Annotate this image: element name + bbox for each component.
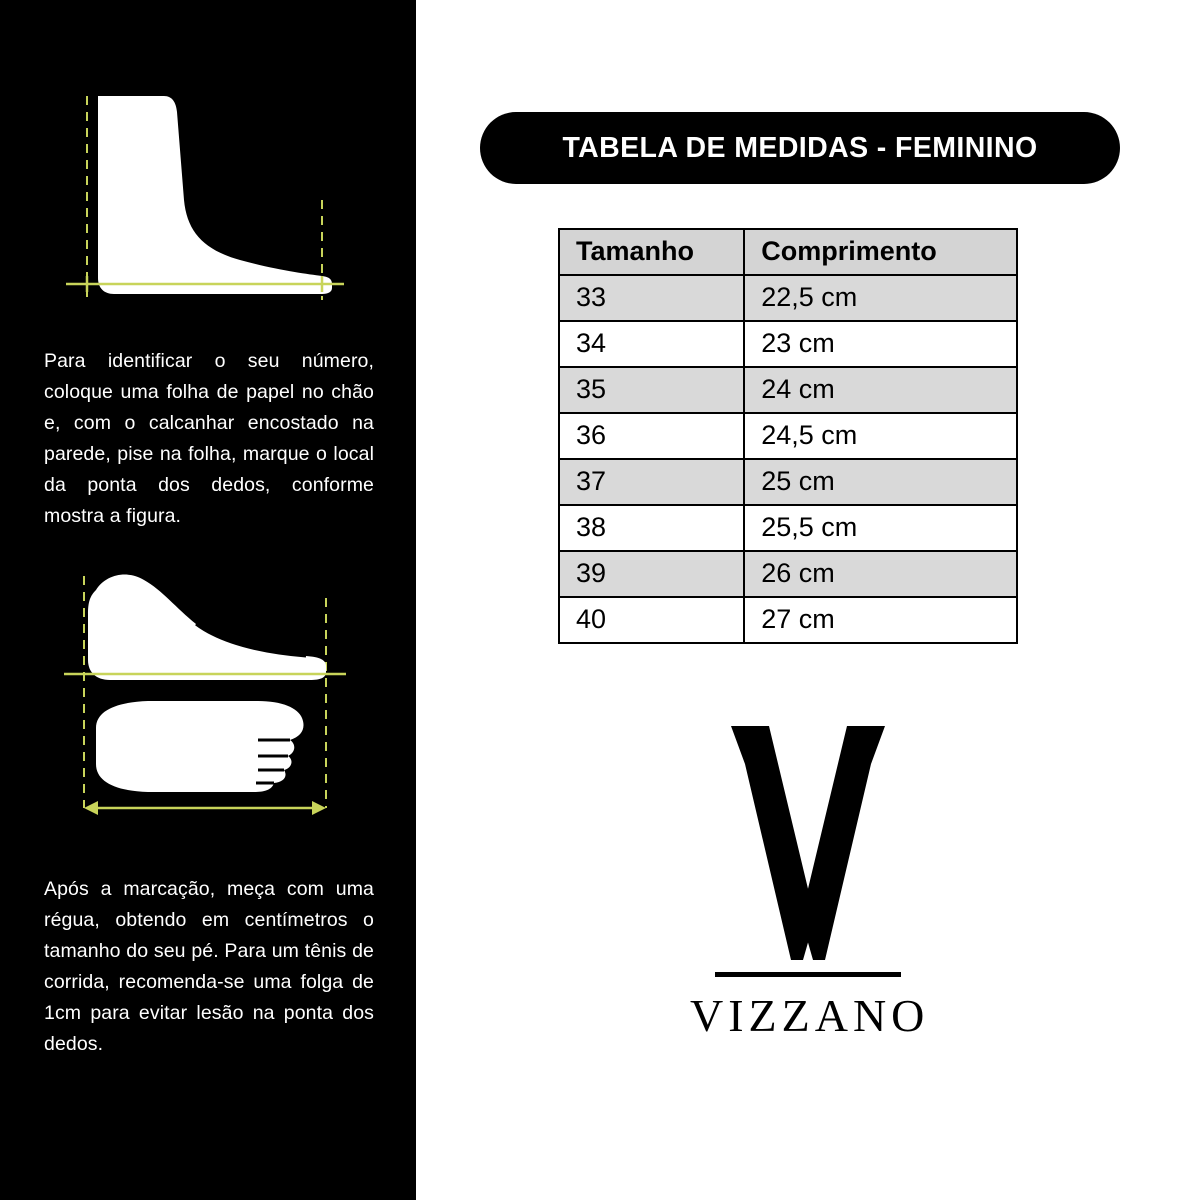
- cell-size: 35: [559, 367, 744, 413]
- table-row: [559, 367, 1017, 413]
- cell-length: 25,5 cm: [744, 505, 1017, 551]
- cell-length: 26 cm: [744, 551, 1017, 597]
- letter-v-icon: [723, 722, 893, 962]
- cell-size: 40: [559, 597, 744, 643]
- cell-size: 37: [559, 459, 744, 505]
- instruction-text-2: Após a marcação, meça com uma régua, obtendo em centímetros o tamanho do seu pé. Para um tênis de corrida, recomenda-se uma folga de 1cm para evitar lesão na ponta dos dedos.: [44, 878, 374, 1055]
- foot-side-view-svg: [44, 90, 374, 320]
- page-title-text: TABELA DE MEDIDAS - FEMININO: [562, 131, 1038, 164]
- table-row: [559, 321, 1017, 367]
- column-header-comprimento: Comprimento: [744, 229, 1017, 275]
- instructions-content: [44, 90, 374, 1080]
- logo-wordmark: VIZZANO: [690, 990, 930, 1041]
- measurements-panel: [416, 0, 1200, 1200]
- cell-size: 38: [559, 505, 744, 551]
- table-header-row: [559, 229, 1017, 275]
- foot-side-view-diagram: [44, 90, 374, 320]
- table-row: [559, 275, 1017, 321]
- cell-size: 34: [559, 321, 744, 367]
- size-table: [558, 228, 1018, 644]
- instructions-panel: [0, 0, 416, 1200]
- brand-logo: [690, 722, 930, 1042]
- instruction-text-1: Para identificar o seu número, coloque uma folha de papel no chão e, com o calcanhar encostado na parede, pise na folha, marque o local da ponta dos dedos, conforme mostra a figura.: [44, 350, 374, 527]
- column-header-tamanho: Tamanho: [559, 229, 744, 275]
- table-row: [559, 505, 1017, 551]
- table-row: [559, 597, 1017, 643]
- page-title: [480, 112, 1120, 184]
- table-row: [559, 413, 1017, 459]
- foot-side-and-top-view-diagram: [44, 568, 374, 848]
- cell-length: 24,5 cm: [744, 413, 1017, 459]
- cell-size: 36: [559, 413, 744, 459]
- cell-length: 23 cm: [744, 321, 1017, 367]
- cell-length: 22,5 cm: [744, 275, 1017, 321]
- cell-size: 33: [559, 275, 744, 321]
- table-row: [559, 551, 1017, 597]
- foot-side-top-view-svg: [44, 568, 374, 848]
- cell-length: 24 cm: [744, 367, 1017, 413]
- table-row: [559, 459, 1017, 505]
- cell-length: 25 cm: [744, 459, 1017, 505]
- cell-length: 27 cm: [744, 597, 1017, 643]
- cell-size: 39: [559, 551, 744, 597]
- logo-divider: [715, 972, 901, 977]
